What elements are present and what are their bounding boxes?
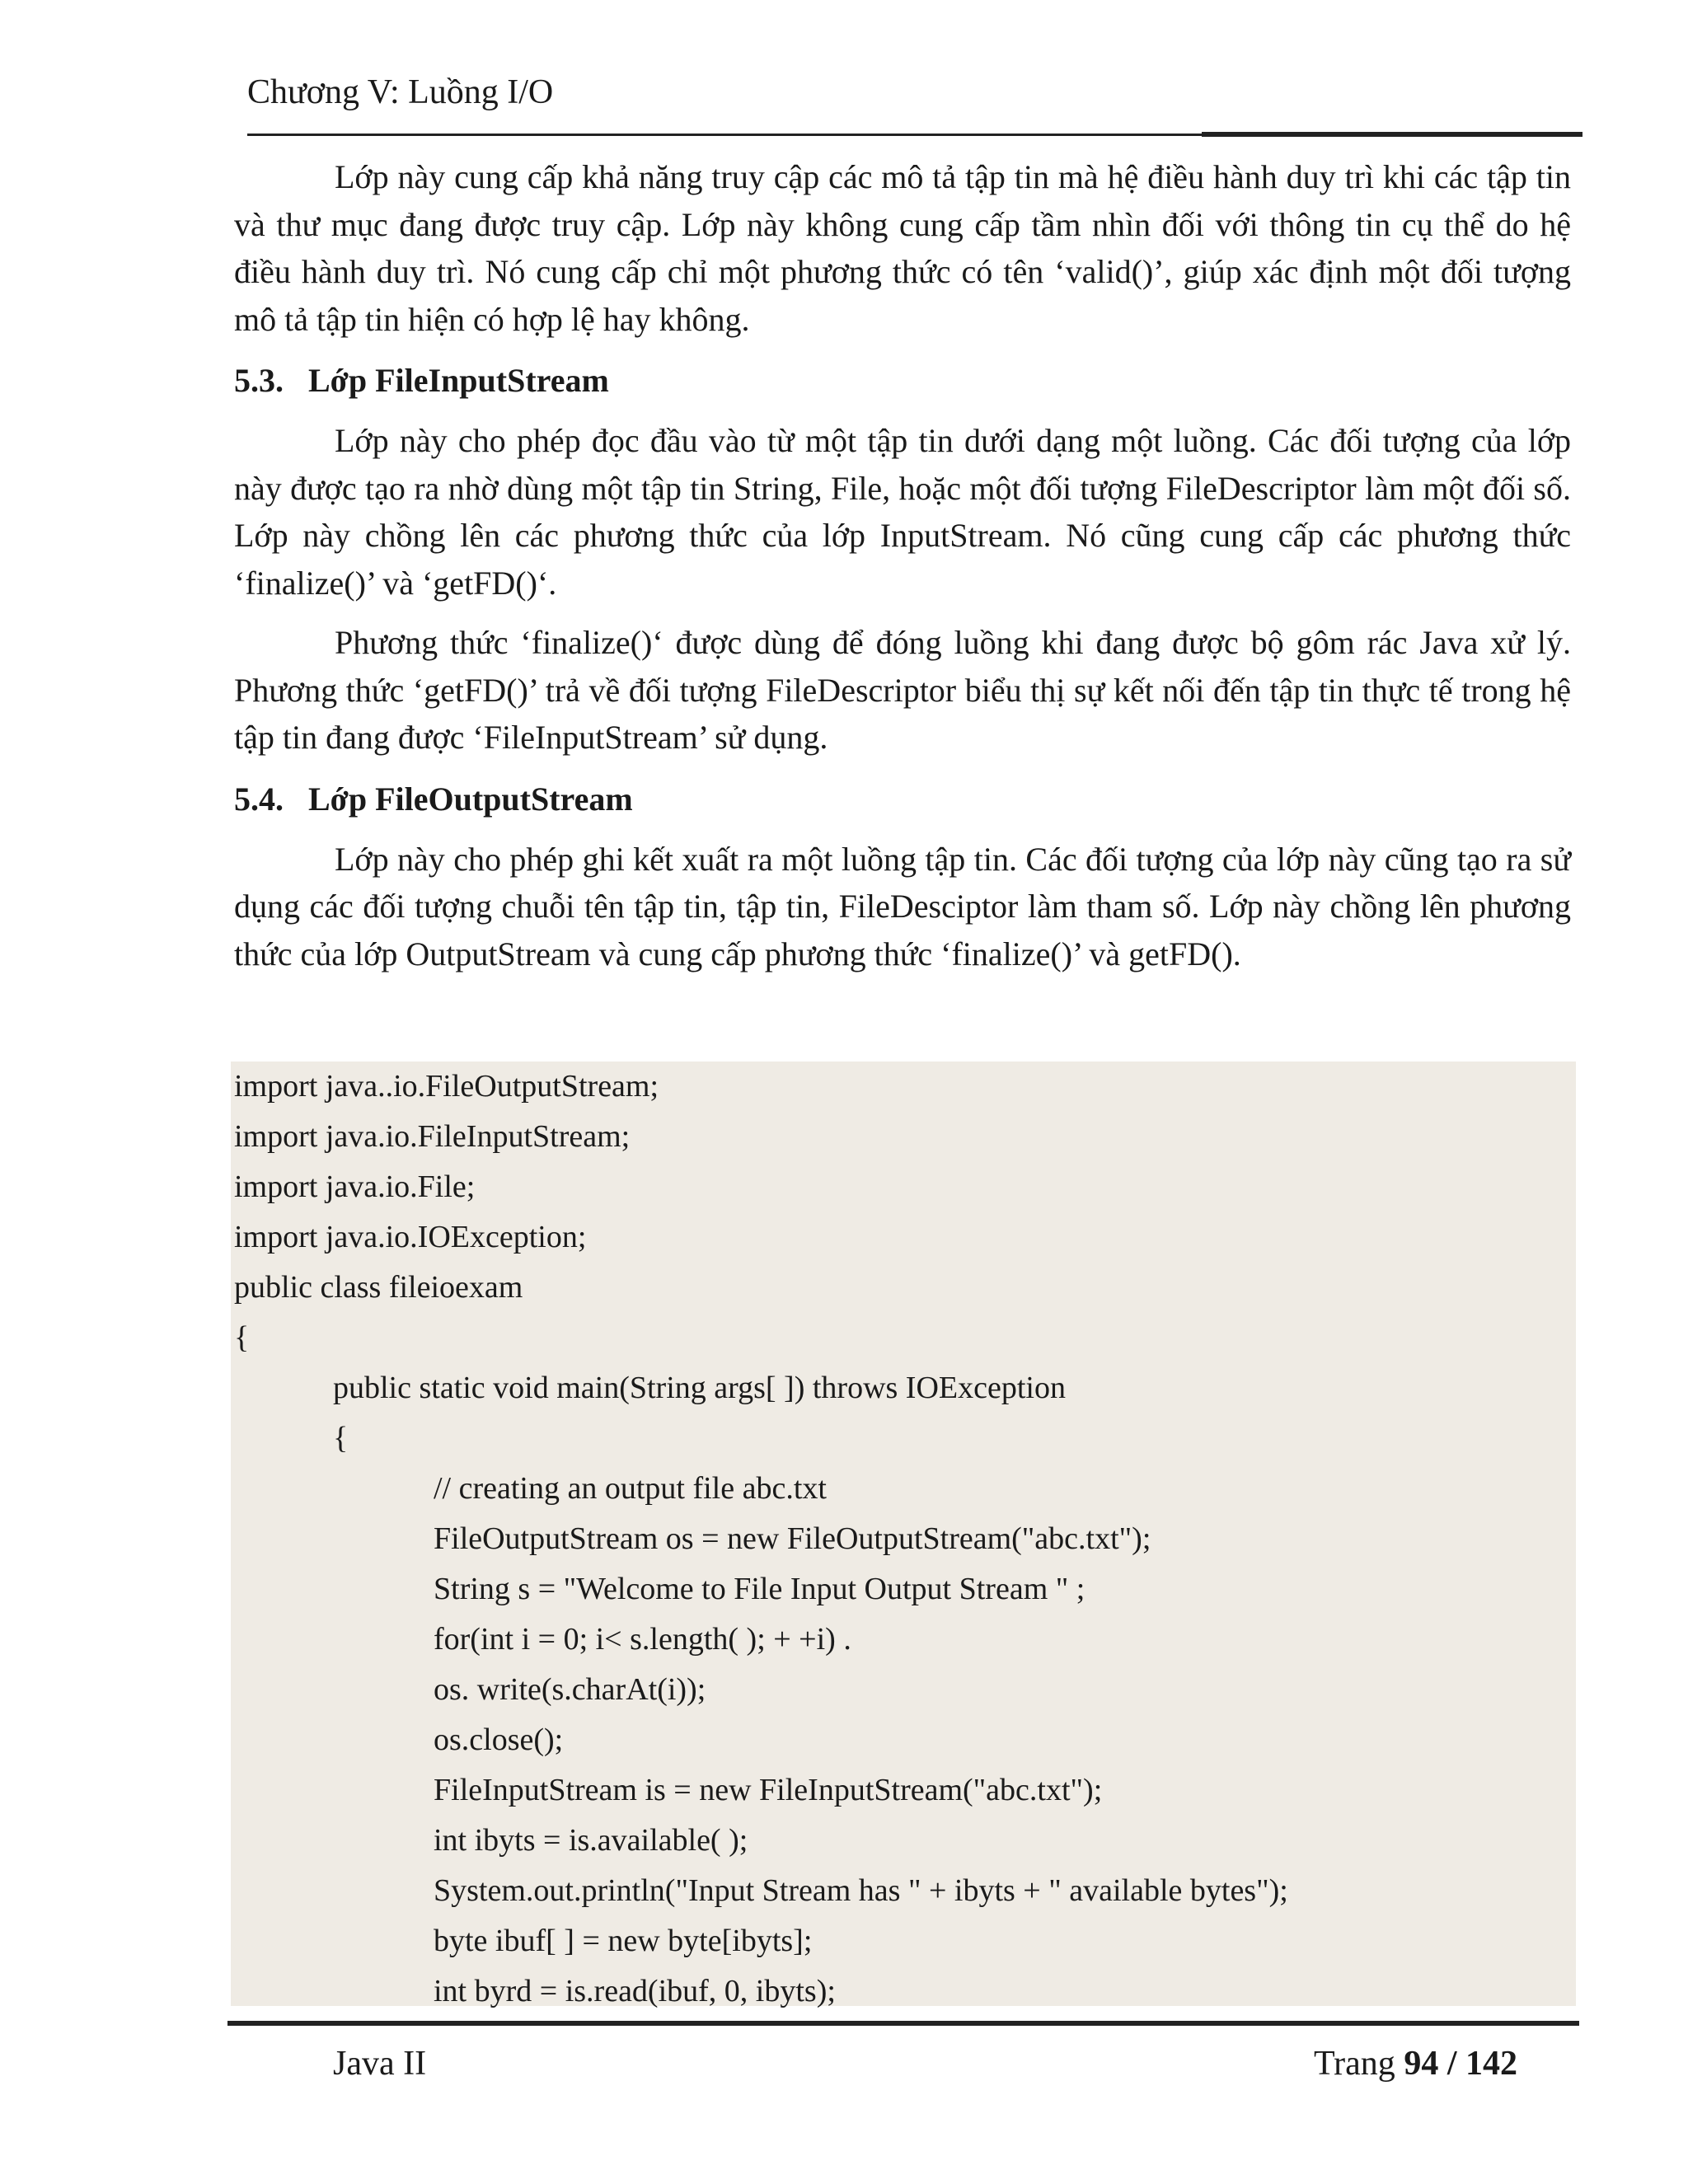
header-rule-accent [1202,132,1582,137]
footer-book-title: Java II [333,2045,427,2083]
section-number: 5.4. [234,780,284,818]
code-line: int byrd = is.read(ibuf, 0, ibyts); [434,1974,836,2008]
code-line: import java.io.FileInputStream; [234,1119,631,1154]
code-line: byte ibuf[ ] = new byte[ibyts]; [434,1924,813,1958]
code-lines [234,1062,1576,2017]
page-content [234,153,1571,977]
footer-rule [227,2021,1579,2026]
section-heading-5-3 [234,356,1571,405]
code-line: String s = "Welcome to File Input Output Stream " ; [434,1572,1085,1606]
code-line: import java.io.File; [234,1169,476,1204]
paragraph-fileoutputstream: Lớp này cho phép ghi kết xuất ra một luồng tập tin. Các đối tượng của lớp này cũng tạo ra sử dụng các đối tượng chuỗi tên tập tin, tập tin, FileDesciptor làm tham số. Lớp này chồng lên phương thức của lớp OutputStream và cung cấp phương thức ‘finalize()’ và getFD(). [234,840,1571,972]
section-heading-5-4 [234,775,1571,824]
chapter-header: Chương V: Luồng I/O [247,73,554,111]
section-title: Lớp FileOutputStream [308,780,633,818]
code-line: import java.io.IOException; [234,1220,587,1254]
page-current: 94 [1404,2045,1439,2083]
code-line: // creating an output file abc.txt [434,1471,827,1506]
code-line: FileOutputStream os = new FileOutputStream("abc.txt"); [434,1521,1151,1556]
code-line: FileInputStream is = new FileInputStream("abc.txt"); [434,1773,1103,1807]
paragraph-fileinputstream: Lớp này cho phép đọc đầu vào từ một tập tin dưới dạng một luồng. Các đối tượng của lớp này được tạo ra nhờ dùng một tập tin String, File, hoặc một đối tượng FileDescriptor làm một đối số. Lớp này chồng lên các phương thức của lớp InputStream. Nó cũng cung cấp các phương thức ‘finalize()’ và ‘getFD()‘. [234,422,1571,602]
code-line: os.close(); [434,1722,564,1757]
page-prefix: Trang [1314,2045,1395,2083]
paragraph-finalize: Phương thức ‘finalize()‘ được dùng để đóng luồng khi đang được bộ gôm rác Java xử lý. Phương thức ‘getFD()’ trả về đối tượng FileDescriptor biểu thị sự kết nối đến tập tin thực tế trong hệ tập tin đang được ‘FileInputStream’ sử dụng. [234,624,1571,756]
code-line: for(int i = 0; i< s.length( ); + +i) . [434,1622,851,1657]
page-separator: / [1447,2045,1457,2083]
section-number: 5.3. [234,362,284,399]
footer-page-number [1314,2041,1517,2087]
code-line: int ibyts = is.available( ); [434,1823,748,1858]
section-title: Lớp FileInputStream [308,362,609,399]
code-line: import java..io.FileOutputStream; [234,1069,659,1104]
code-line: System.out.println("Input Stream has " + ibyts + " available bytes"); [434,1873,1288,1908]
code-line: os. write(s.charAt(i)); [434,1672,706,1707]
code-block [231,1062,1576,2006]
page-total: 142 [1465,2045,1517,2083]
paragraph-file-descriptor: Lớp này cung cấp khả năng truy cập các mô tả tập tin mà hệ điều hành duy trì khi các tập tin và thư mục đang được truy cập. Lớp này không cung cấp tầm nhìn đối với thông tin cụ thể do hệ điều hành duy trì. Nó cung cấp chỉ một phương thức có tên ‘valid()’, giúp xác định một đối tượng mô tả tập tin hiện có hợp lệ hay không. [234,158,1571,338]
code-line: { [333,1421,349,1455]
code-line: { [234,1320,250,1355]
code-line: public static void main(String args[ ]) throws IOException [333,1371,1066,1405]
code-line: public class fileioexam [234,1270,523,1305]
